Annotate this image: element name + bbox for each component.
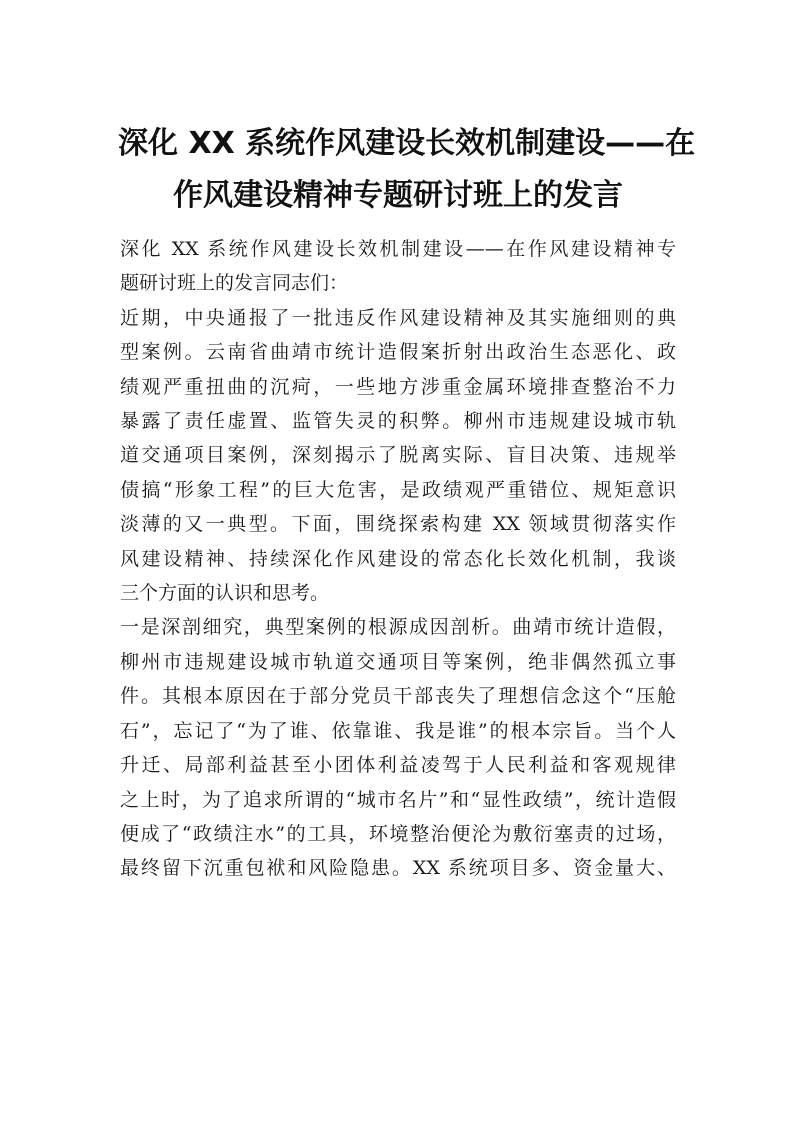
text-line: 淡薄的又一典型。下面，围绕探索构建 XX 领域贯彻落实作 [120, 513, 676, 536]
text-line: 型案例。云南省曲靖市统计造假案折射出政治生态恶化、政 [120, 341, 676, 364]
text-line: 石”，忘记了“为了谁、依靠谁、我是谁”的根本宗旨。当个人 [120, 719, 676, 742]
paragraph-section-one [120, 610, 676, 885]
text-line: 近期，中央通报了一批违反作风建设精神及其实施细则的典 [120, 306, 676, 329]
paragraph-introduction [120, 301, 676, 611]
text-line: 暴露了责任虚置、监管失灵的积弊。柳州市违规建设城市轨 [120, 410, 676, 433]
document-body [120, 232, 676, 886]
text-line: 最终留下沉重包袱和风险隐患。XX 系统项目多、资金量大、 [120, 857, 676, 880]
text-line: 便成了“政绩注水”的工具，环境整治便沦为敷衍塞责的过场， [120, 822, 676, 845]
title-line: 深化 XX 系统作风建设长效机制建设——在 [118, 126, 696, 161]
text-line: 柳州市违规建设城市轨道交通项目等案例，绝非偶然孤立事 [120, 650, 676, 673]
title-line: 作风建设精神专题研讨班上的发言 [173, 178, 623, 213]
text-line: 债搞“形象工程”的巨大危害，是政绩观严重错位、规矩意识 [120, 478, 676, 501]
text-line: 件。其根本原因在于部分党员干部丧失了理想信念这个“压舱 [120, 685, 676, 708]
text-line: 绩观严重扭曲的沉疴，一些地方涉重金属环境排查整治不力 [120, 375, 676, 398]
text-line: 之上时，为了追求所谓的“城市名片”和“显性政绩”，统计造假 [120, 788, 676, 811]
text-line: 题研讨班上的发言同志们： [120, 272, 349, 295]
text-line: 道交通项目案例，深刻揭示了脱离实际、盲目决策、违规举 [120, 444, 676, 467]
paragraph-subtitle-greeting [120, 232, 676, 301]
document-title [118, 118, 696, 222]
text-line: 三个方面的认识和思考。 [120, 582, 330, 605]
text-line: 深化 XX 系统作风建设长效机制建设——在作风建设精神专 [120, 238, 676, 260]
text-line: 风建设精神、持续深化作风建设的常态化长效化机制，我谈 [120, 547, 676, 570]
text-line: 一是深剖细究，典型案例的根源成因剖析。曲靖市统计造假， [120, 616, 676, 639]
text-line: 升迁、局部利益甚至小团体利益凌驾于人民利益和客观规律 [120, 754, 676, 777]
